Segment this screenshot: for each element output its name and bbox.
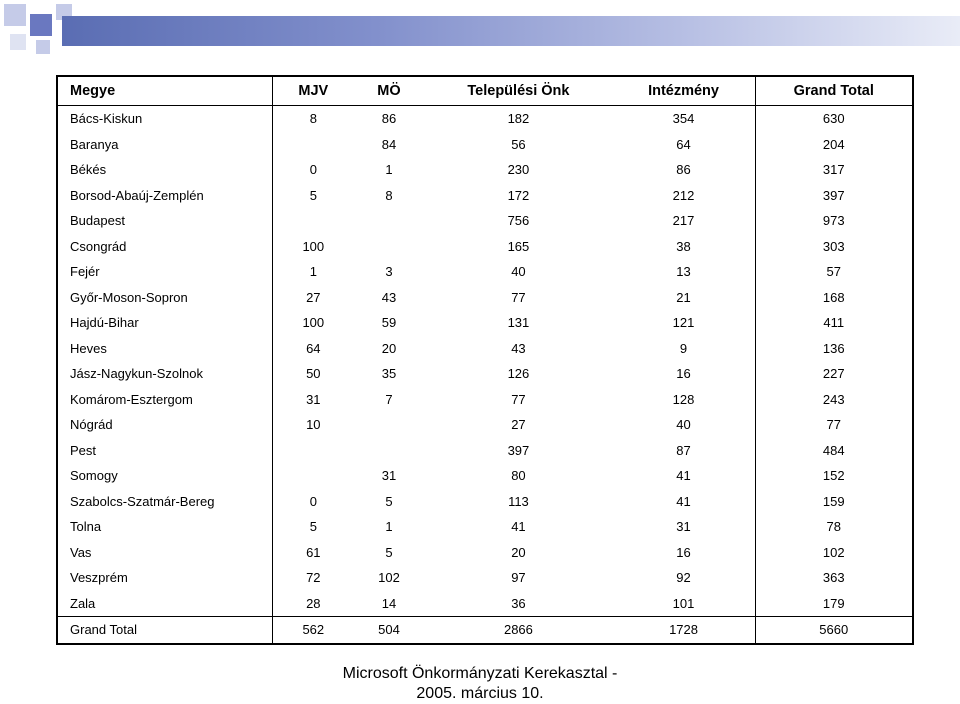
- table-cell: [354, 438, 425, 464]
- table-row: [57, 106, 913, 132]
- row-label-cell: Szabolcs-Szatmár-Bereg: [57, 489, 273, 515]
- table-row: [57, 183, 913, 209]
- table-cell: 1: [309, 264, 317, 280]
- table-cell: 1: [385, 162, 393, 178]
- row-label-cell: Jász-Nagykun-Szolnok: [57, 361, 273, 387]
- row-label-cell: Győr-Moson-Sopron: [57, 285, 273, 311]
- table-cell: 168: [755, 285, 913, 311]
- table-cell: 43: [381, 289, 397, 305]
- column-header-mjv: MJV: [273, 76, 354, 106]
- table-cell: 20: [381, 340, 397, 356]
- table-cell: 100: [302, 238, 325, 254]
- table-row: [57, 157, 913, 183]
- decor-square: [10, 34, 26, 50]
- table-cell: 80: [511, 468, 526, 484]
- table-cell: 41: [676, 493, 691, 509]
- table-cell: 43: [511, 340, 526, 356]
- table-cell: 562: [273, 617, 354, 644]
- table-row: [57, 361, 913, 387]
- table-cell: 102: [755, 540, 913, 566]
- table-cell: 128: [672, 391, 695, 407]
- table-cell: 126: [507, 366, 530, 382]
- table-cell: 7: [385, 391, 393, 407]
- table-cell: 121: [672, 315, 695, 331]
- row-label-cell: Budapest: [57, 208, 273, 234]
- table-cell: 363: [755, 565, 913, 591]
- table-cell: 1: [385, 519, 393, 535]
- table-cell: [354, 234, 425, 260]
- table-cell: 5: [385, 544, 393, 560]
- row-label-cell: Pest: [57, 438, 273, 464]
- table-header-row: [57, 76, 913, 106]
- column-header-megye: Megye: [57, 76, 273, 106]
- table-cell: 100: [302, 315, 325, 331]
- table-cell: 16: [676, 544, 691, 560]
- table-cell: 57: [755, 259, 913, 285]
- table-cell: 13: [676, 264, 691, 280]
- row-label-cell: Borsod-Abaúj-Zemplén: [57, 183, 273, 209]
- table-row: [57, 336, 913, 362]
- table-cell: 38: [676, 238, 691, 254]
- table-row: [57, 259, 913, 285]
- row-label-cell: Fejér: [57, 259, 273, 285]
- table-cell: 2866: [424, 617, 612, 644]
- decor-gradient-bar: [62, 16, 960, 46]
- table-cell: 172: [507, 187, 530, 203]
- table-cell: 227: [755, 361, 913, 387]
- table-cell: 5: [385, 493, 393, 509]
- row-label-cell: Nógrád: [57, 412, 273, 438]
- table-cell: 59: [381, 315, 397, 331]
- table-cell: 397: [507, 442, 530, 458]
- table-cell: 27: [511, 417, 526, 433]
- row-label-cell: Hajdú-Bihar: [57, 310, 273, 336]
- table-cell: 50: [306, 366, 321, 382]
- table-cell: 5660: [755, 617, 913, 644]
- table-cell: 77: [755, 412, 913, 438]
- table-cell: 8: [385, 187, 393, 203]
- table-cell: 113: [508, 493, 529, 509]
- table-row: [57, 412, 913, 438]
- table-cell: 86: [676, 162, 691, 178]
- table-cell: 31: [306, 391, 321, 407]
- row-label-cell: Veszprém: [57, 565, 273, 591]
- table-cell: 92: [676, 570, 691, 586]
- county-data-table: [56, 75, 914, 645]
- footer-line-2: 2005. március 10.: [416, 685, 544, 702]
- table-cell: 179: [755, 591, 913, 617]
- table-cell: 72: [306, 570, 321, 586]
- table-cell: 41: [676, 468, 691, 484]
- table-cell: 78: [755, 514, 913, 540]
- table-cell: 40: [676, 417, 691, 433]
- table-cell: 152: [755, 463, 913, 489]
- table-cell: 217: [672, 213, 695, 229]
- table-row: [57, 310, 913, 336]
- table-cell: 5: [309, 519, 317, 535]
- table-row: [57, 285, 913, 311]
- table-cell: 411: [755, 310, 913, 336]
- table-row: [57, 132, 913, 158]
- table-cell: 973: [755, 208, 913, 234]
- table-row: [57, 208, 913, 234]
- column-header-mo: MÖ: [354, 76, 425, 106]
- row-label-cell: Grand Total: [57, 617, 273, 644]
- table-cell: 317: [755, 157, 913, 183]
- table-cell: [273, 208, 354, 234]
- table-cell: 97: [511, 570, 526, 586]
- table-cell: 61: [306, 544, 321, 560]
- row-label-cell: Heves: [57, 336, 273, 362]
- table-cell: 27: [306, 289, 321, 305]
- table-cell: [273, 132, 354, 158]
- table-cell: 9: [679, 340, 688, 356]
- table-row: [57, 489, 913, 515]
- row-label-cell: Csongrád: [57, 234, 273, 260]
- table-cell: 41: [511, 519, 526, 535]
- table-row: [57, 463, 913, 489]
- table-cell: 354: [672, 111, 695, 127]
- table-cell: 182: [507, 111, 530, 127]
- table-cell: 40: [511, 264, 526, 280]
- table-cell: 21: [676, 289, 691, 305]
- table-row: [57, 387, 913, 413]
- table-cell: 35: [381, 366, 397, 382]
- decorative-header-band: [0, 0, 960, 60]
- row-label-cell: Vas: [57, 540, 273, 566]
- row-label-cell: Zala: [57, 591, 273, 617]
- table-cell: 31: [676, 519, 691, 535]
- table-cell: 20: [511, 544, 526, 560]
- table-cell: 86: [381, 111, 397, 127]
- row-label-cell: Tolna: [57, 514, 273, 540]
- table-cell: 159: [755, 489, 913, 515]
- column-header-grand-total: Grand Total: [755, 76, 913, 106]
- column-header-intezmeny: Intézmény: [613, 76, 755, 106]
- table-cell: 212: [672, 187, 695, 203]
- table-row: [57, 540, 913, 566]
- table-cell: 14: [381, 595, 397, 611]
- table-row: [57, 514, 913, 540]
- table-cell: 5: [309, 187, 317, 203]
- table-cell: [273, 463, 354, 489]
- footer-caption: [300, 664, 660, 704]
- table-cell: 36: [511, 595, 526, 611]
- table-row: [57, 234, 913, 260]
- row-label-cell: Somogy: [57, 463, 273, 489]
- table-cell: 136: [755, 336, 913, 362]
- row-label-cell: Komárom-Esztergom: [57, 387, 273, 413]
- table-cell: 204: [755, 132, 913, 158]
- table-cell: 397: [755, 183, 913, 209]
- table-cell: 756: [507, 213, 530, 229]
- table-cell: 102: [378, 570, 400, 586]
- grand-total-row: [57, 617, 913, 644]
- row-label-cell: Baranya: [57, 132, 273, 158]
- column-header-telepulesi-onk: Települési Önk: [424, 76, 612, 106]
- table-cell: 77: [511, 391, 526, 407]
- table-cell: 56: [511, 136, 526, 152]
- table-cell: 504: [354, 617, 425, 644]
- footer-line-1: Microsoft Önkormányzati Kerekasztal -: [342, 665, 618, 682]
- table-cell: 303: [755, 234, 913, 260]
- table-cell: 1728: [613, 617, 755, 644]
- table-cell: 8: [309, 111, 317, 127]
- table-cell: 484: [755, 438, 913, 464]
- table-cell: 16: [676, 366, 691, 382]
- table-cell: 630: [755, 106, 913, 132]
- table-cell: 87: [676, 442, 691, 458]
- table-cell: [354, 412, 425, 438]
- table-cell: 131: [507, 315, 530, 331]
- table-cell: 165: [507, 238, 530, 254]
- decor-square: [36, 40, 50, 54]
- table-cell: 10: [306, 417, 321, 433]
- table-cell: 84: [381, 136, 397, 152]
- table-cell: 0: [309, 493, 317, 509]
- table-cell: 101: [672, 595, 695, 611]
- table-cell: 243: [755, 387, 913, 413]
- table-cell: 3: [385, 264, 393, 280]
- table-cell: 64: [676, 136, 691, 152]
- table-cell: 230: [507, 162, 530, 178]
- decor-square: [4, 4, 26, 26]
- table-cell: 0: [309, 162, 317, 178]
- table-row: [57, 591, 913, 617]
- table-row: [57, 438, 913, 464]
- table-row: [57, 565, 913, 591]
- decor-square: [30, 14, 52, 36]
- table-cell: [354, 208, 425, 234]
- table-cell: 31: [381, 468, 397, 484]
- table-cell: 77: [511, 289, 526, 305]
- table-cell: 28: [306, 595, 321, 611]
- row-label-cell: Bács-Kiskun: [57, 106, 273, 132]
- table-cell: 64: [306, 340, 321, 356]
- row-label-cell: Békés: [57, 157, 273, 183]
- table-cell: [273, 438, 354, 464]
